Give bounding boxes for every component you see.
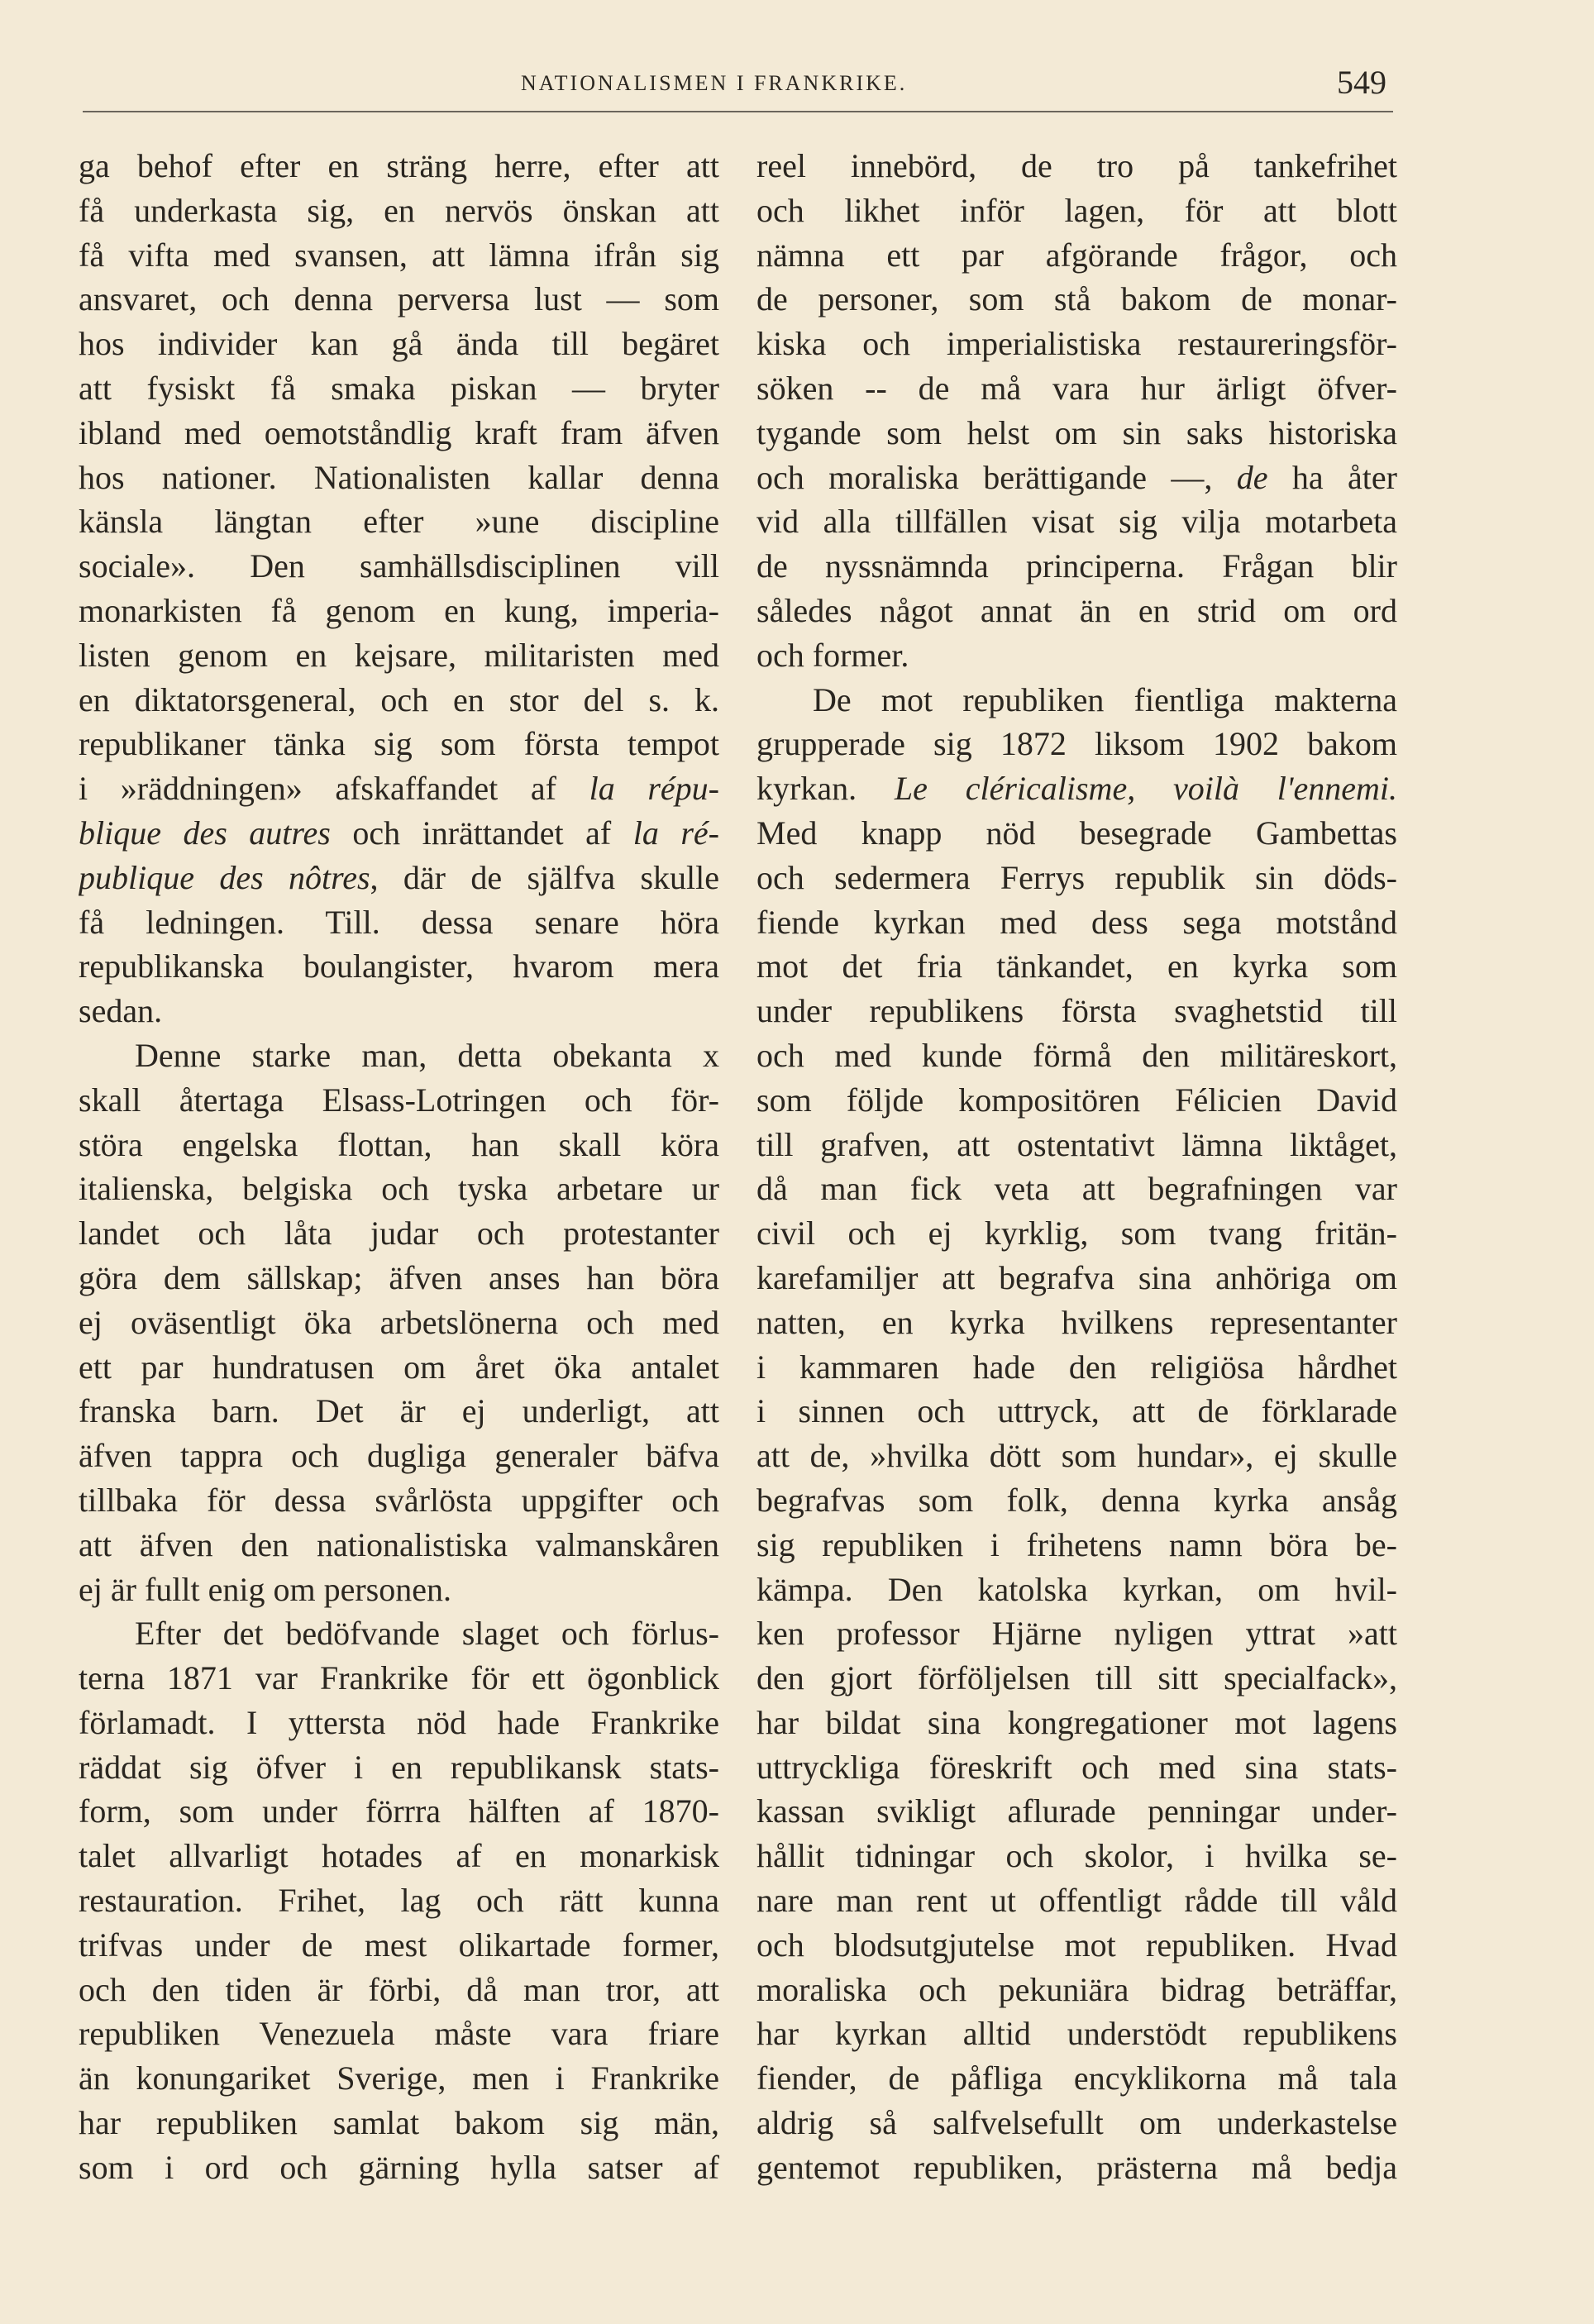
text-line: har bildat sina kongregationer mot lagens	[756, 1703, 1397, 1741]
text-line: och den tiden är förbi, då man tror, att	[79, 1970, 719, 2008]
text-line: i kammaren hade den religiösa hårdhet	[756, 1348, 1397, 1386]
text-line: räddat sig öfver i en republikansk stats-	[79, 1748, 719, 1786]
text-line: fiende kyrkan med dess sega motstånd	[756, 903, 1397, 941]
text-span: kyrkan.	[756, 770, 895, 808]
text-line: mot det fria tänkandet, en kyrka som	[756, 947, 1397, 985]
italic-text: de	[1236, 458, 1268, 496]
text-line: hållit tidningar och skolor, i hvilka se-	[756, 1837, 1397, 1875]
text-line: republikaner tänka sig som första tempot	[79, 725, 719, 763]
text-line	[79, 856, 719, 900]
italic-text: publique des nôtres	[79, 858, 370, 896]
text-line: äfven tappra och dugliga generaler bäfva	[79, 1437, 719, 1475]
text-line: kassan svikligt aflurade penningar under-	[756, 1792, 1397, 1830]
left-text-column	[79, 144, 719, 2190]
italic-text: blique des autres	[79, 814, 331, 852]
text-line: att de, »hvilka dött som hundar», ej skulle	[756, 1437, 1397, 1475]
text-line: som i ord och gärning hylla satser af	[79, 2148, 719, 2186]
text-line: känsla längtan efter »une discipline	[79, 503, 719, 541]
text-line: aldrig så salfvelsefullt om underkastelse	[756, 2104, 1397, 2142]
text-line: i sinnen och uttryck, att de förklarade	[756, 1392, 1397, 1430]
italic-text: Le cléricalisme, voilà l'ennemi.	[894, 770, 1397, 808]
text-line: monarkisten få genom en kung, imperia-	[79, 591, 719, 629]
text-line: Med knapp nöd besegrade Gambettas	[756, 814, 1397, 852]
page-number: 549	[1337, 64, 1386, 101]
right-text-column	[756, 144, 1397, 2190]
text-line: en diktatorsgeneral, och en stor del s. k.	[79, 680, 719, 718]
text-line: fiender, de påfliga encyklikorna må tala	[756, 2059, 1397, 2097]
text-line: civil och ej kyrklig, som tvang fritän-	[756, 1214, 1397, 1253]
text-line: gentemot republiken, prästerna må bedja	[756, 2148, 1397, 2186]
text-line: listen genom en kejsare, militaristen med	[79, 636, 719, 674]
text-line: hos nationer. Nationalisten kallar denna	[79, 458, 719, 496]
text-line: uttryckliga föreskrift och med sina stats-	[756, 1748, 1397, 1786]
text-line: moraliska och pekuniära bidrag beträffar,	[756, 1970, 1397, 2008]
text-line: den gjort förföljelsen till sitt specialfack»,	[756, 1659, 1397, 1697]
text-line: franska barn. Det är ej underligt, att	[79, 1392, 719, 1430]
text-line: vid alla tillfällen visat sig vilja motarbeta	[756, 503, 1397, 541]
text-line: Efter det bedöfvande slaget och förlus-	[135, 1615, 719, 1653]
text-line: landet och låta judar och protestanter	[79, 1214, 719, 1253]
text-line: reel innebörd, de tro på tankefrihet	[756, 147, 1397, 184]
text-line	[79, 766, 719, 811]
text-line: talet allvarligt hotades af en monarkisk	[79, 1837, 719, 1875]
text-line: republikanska boulangister, hvarom mera	[79, 947, 719, 985]
text-line: nare man rent ut offentligt rådde till våld	[756, 1882, 1397, 1920]
text-line: som följde kompositören Félicien David	[756, 1081, 1397, 1119]
text-line: de personer, som stå bakom de monar-	[756, 280, 1397, 318]
text-line: ej är fullt enig om personen.	[79, 1570, 451, 1608]
text-line: skall återtaga Elsass-Lotringen och för-	[79, 1081, 719, 1119]
text-line: kämpa. Den katolska kyrkan, om hvil-	[756, 1570, 1397, 1608]
text-line: ibland med oemotståndlig kraft fram äfven	[79, 413, 719, 451]
text-line: än konungariket Sverige, men i Frankrike	[79, 2059, 719, 2097]
text-line: under republikens första svaghetstid till	[756, 992, 1397, 1030]
text-line: tygande som helst om sin saks historiska	[756, 413, 1397, 451]
italic-text: la ré-	[632, 814, 719, 852]
text-line: att äfven den nationalistiska valmanskåren	[79, 1525, 719, 1563]
text-line: terna 1871 var Frankrike för ett ögonblick	[79, 1659, 719, 1697]
text-line: söken -- de må vara hur ärligt öfver-	[756, 369, 1397, 407]
text-line: få ledningen. Till. dessa senare höra	[79, 903, 719, 941]
text-line: ej oväsentligt öka arbetslönerna och med	[79, 1303, 719, 1341]
text-line: tillbaka för dessa svårlösta uppgifter och	[79, 1481, 719, 1519]
text-line: karefamiljer att begrafva sina anhöriga om	[756, 1258, 1397, 1296]
text-line: förlamadt. I yttersta nöd hade Frankrike	[79, 1703, 719, 1741]
text-span: , där de själfva skulle	[370, 858, 719, 896]
text-line: och likhet inför lagen, för att blott	[756, 191, 1397, 229]
text-line: till grafven, att ostentativt lämna liktåget,	[756, 1125, 1397, 1163]
text-line: och med kunde förmå den militäreskort,	[756, 1036, 1397, 1074]
text-line: hos individer kan gå ända till begäret	[79, 325, 719, 363]
text-line: har republiken samlat bakom sig män,	[79, 2104, 719, 2142]
text-line: grupperade sig 1872 liksom 1902 bakom	[756, 725, 1397, 763]
text-span: ha åter	[1267, 458, 1397, 496]
text-line: att fysiskt få smaka piskan — bryter	[79, 369, 719, 407]
text-line: kiska och imperialistiska restaureringsför-	[756, 325, 1397, 363]
text-line: nämna ett par afgörande frågor, och	[756, 236, 1397, 274]
text-line: då man fick veta att begrafningen var	[756, 1170, 1397, 1208]
text-line: republiken Venezuela måste vara friare	[79, 2015, 719, 2053]
text-line: göra dem sällskap; äfven anses han böra	[79, 1258, 719, 1296]
text-line: sedan.	[79, 992, 163, 1030]
text-line	[756, 456, 1397, 500]
text-line: ett par hundratusen om året öka antalet	[79, 1348, 719, 1386]
text-line: begrafvas som folk, denna kyrka ansåg	[756, 1481, 1397, 1519]
text-line: få vifta med svansen, att lämna ifrån sig	[79, 236, 719, 274]
text-line: ken professor Hjärne nyligen yttrat »att	[756, 1615, 1397, 1653]
text-line	[756, 766, 1397, 811]
text-line: störa engelska flottan, han skall köra	[79, 1125, 719, 1163]
text-line: och sedermera Ferrys republik sin döds-	[756, 858, 1397, 896]
running-header	[83, 53, 1393, 112]
running-title: NATIONALISMEN I FRANKRIKE.	[521, 71, 908, 95]
text-line: De mot republiken fientliga makterna	[813, 680, 1397, 718]
text-line: Denne starke man, detta obekanta x	[135, 1036, 719, 1074]
text-span: och moraliska berättigande —,	[756, 458, 1237, 496]
text-line: och former.	[756, 636, 909, 674]
text-line: således något annat än en strid om ord	[756, 591, 1397, 629]
text-line: form, som under förrra hälften af 1870-	[79, 1792, 719, 1830]
text-line: de nyssnämnda principerna. Frågan blir	[756, 547, 1397, 585]
text-line: har kyrkan alltid understödt republikens	[756, 2015, 1397, 2053]
text-line: och blodsutgjutelse mot republiken. Hvad	[756, 1926, 1397, 1964]
text-line: natten, en kyrka hvilkens representanter	[756, 1303, 1397, 1341]
text-line: sig republiken i frihetens namn böra be-	[756, 1525, 1397, 1563]
text-line: sociale». Den samhällsdisciplinen vill	[79, 547, 719, 585]
text-line: få underkasta sig, en nervös önskan att	[79, 191, 719, 229]
text-line: trifvas under de mest olikartade former,	[79, 1926, 719, 1964]
text-line: restauration. Frihet, lag och rätt kunna	[79, 1882, 719, 1920]
text-span: och inrättandet af	[330, 814, 633, 852]
text-line: italienska, belgiska och tyska arbetare ur	[79, 1170, 719, 1208]
italic-text: la répu-	[589, 770, 719, 808]
text-line	[79, 811, 719, 856]
text-line: ga behof efter en sträng herre, efter att	[79, 147, 719, 184]
text-span: i »räddningen» afskaffandet af	[79, 770, 589, 808]
text-line: ansvaret, och denna perversa lust — som	[79, 280, 719, 318]
